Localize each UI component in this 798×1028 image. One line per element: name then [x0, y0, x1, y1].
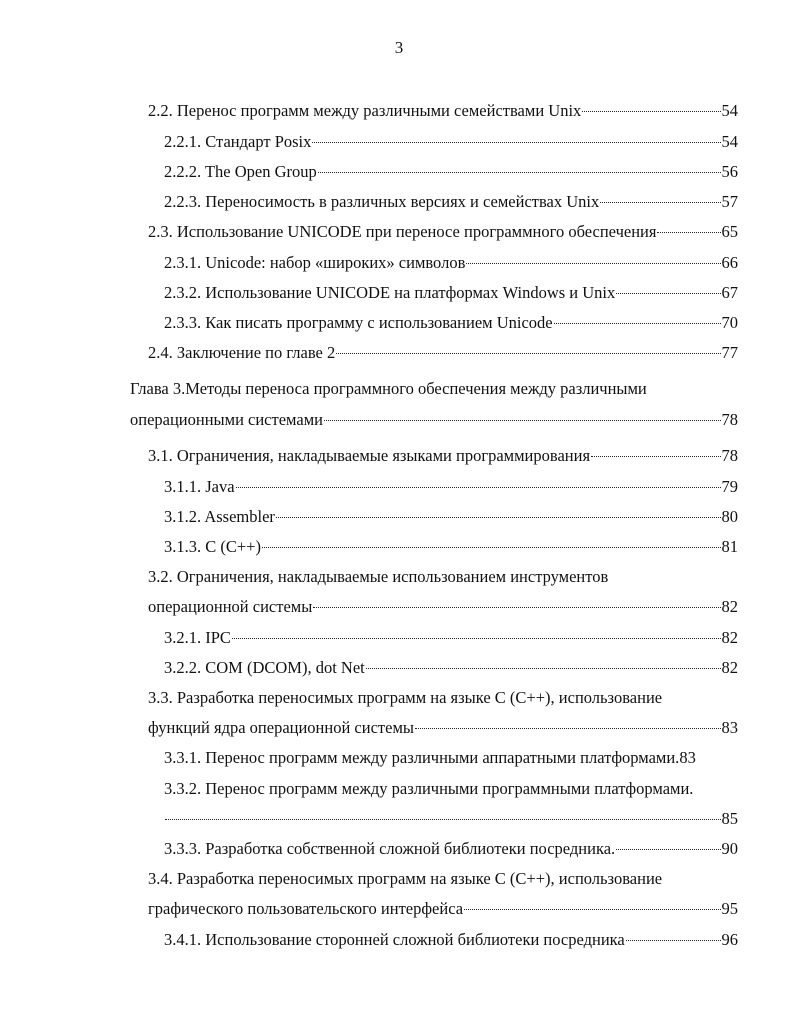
toc-chapter-3 [130, 408, 738, 432]
toc-entry-page: 54 [721, 132, 738, 151]
toc-entry-page: 56 [721, 162, 738, 181]
toc-entry-label: операционной системы [148, 597, 313, 616]
toc-entry-3-2-2 [164, 656, 738, 680]
dot-leader [262, 547, 721, 548]
toc-entry-page: 78 [721, 446, 738, 465]
toc-entry-label: 3.1.1. Java [164, 477, 235, 496]
toc-entry-label: 2.2.1. Стандарт Posix [164, 132, 312, 151]
toc-entry-label: 3.1. Ограничения, накладываемые языками программирования [148, 446, 591, 465]
toc-entry-label: 3.3.3. Разработка собственной сложной библиотеки посредника. [164, 839, 616, 858]
toc-entry-label: 2.3.1. Unicode: набор «широких» символов [164, 253, 466, 272]
toc-entry-page: 82 [721, 597, 738, 616]
toc-entry-3-1-3 [164, 535, 738, 559]
toc-entry-3-3-2 [164, 807, 738, 831]
toc-entry-page: 57 [721, 192, 738, 211]
dot-leader [415, 728, 721, 729]
toc-entry-label: Глава 3.Методы переноса программного обеспечения между различными [130, 379, 647, 398]
toc-entry-label: 2.2.3. Переносимость в различных версиях и семействах Unix [164, 192, 600, 211]
toc-entry-page: 82 [721, 658, 738, 677]
toc-entry-2-3-2 [164, 281, 738, 305]
toc-entry-2-2-1 [164, 130, 738, 154]
toc-entry-3-3-line1 [148, 686, 738, 710]
dot-leader [336, 353, 720, 354]
toc-entry-page: 82 [721, 628, 738, 647]
dot-leader [582, 111, 720, 112]
toc-entry-3-1-1 [164, 475, 738, 499]
toc-entry-page: 79 [721, 477, 738, 496]
toc-entry-label: графического пользовательского интерфейса [148, 899, 464, 918]
toc-entry-3-3-2-line1 [164, 777, 738, 801]
dot-leader [616, 293, 720, 294]
toc-entry-3-1-2 [164, 505, 738, 529]
dot-leader [626, 940, 721, 941]
dot-leader [276, 517, 721, 518]
toc-entry-page: 90 [721, 839, 738, 858]
toc-entry-3-2 [148, 595, 738, 619]
dot-leader [366, 668, 721, 669]
toc-entry-label: функций ядра операционной системы [148, 718, 414, 737]
toc-entry-page: 78 [721, 410, 738, 429]
toc-entry-label: 2.2.2. The Open Group [164, 162, 317, 181]
toc-entry-page: 67 [721, 283, 738, 302]
dot-leader [318, 172, 721, 173]
toc-entry-label: операционными системами [130, 410, 323, 429]
dot-leader [591, 456, 720, 457]
toc-entry-label: 2.3.3. Как писать программу с использованием Unicode [164, 313, 553, 332]
toc-entry-page: 81 [721, 537, 738, 556]
toc-entry-2-2 [148, 99, 738, 123]
toc-entry-3-4-1 [164, 928, 738, 952]
dot-leader [313, 607, 720, 608]
toc-entry-label: 3.2.2. COM (DCOM), dot Net [164, 658, 365, 677]
toc-entry-3-4 [148, 897, 738, 921]
dot-leader [236, 487, 721, 488]
toc-entry-3-2-1 [164, 626, 738, 650]
toc-entry-2-3 [148, 220, 738, 244]
toc-entry-label: 3.3.2. Перенос программ между различными программными платформами. [164, 779, 694, 798]
toc-entry-label: 3.4. Разработка переносимых программ на языке C (C++), использование [148, 869, 663, 888]
toc-entry-page: 83 [721, 718, 738, 737]
toc-entry-3-3 [148, 716, 738, 740]
dot-leader [657, 232, 720, 233]
toc-entry-page: 70 [721, 313, 738, 332]
toc-entry-label: 2.3.2. Использование UNICODE на платформах Windows и Unix [164, 283, 616, 302]
toc-entry-label: 2.3. Использование UNICODE при переносе программного обеспечения [148, 222, 657, 241]
dot-leader [464, 909, 720, 910]
toc-entry-label: 3.2.1. IPC [164, 628, 231, 647]
toc-entry-label: 3.4.1. Использование сторонней сложной библиотеки посредника [164, 930, 625, 949]
toc-entry-label: 2.4. Заключение по главе 2 [148, 343, 336, 362]
toc-entry-label: 3.2. Ограничения, накладываемые использованием инструментов [148, 567, 609, 586]
dot-leader [312, 142, 720, 143]
toc-entry-page: 77 [721, 343, 738, 362]
toc-entry-page: 96 [721, 930, 738, 949]
page-number: 3 [394, 38, 404, 57]
toc-entry-3-3-3 [164, 837, 738, 861]
toc-entry-page: 54 [721, 101, 738, 120]
toc-entry-label: 3.1.2. Assembler [164, 507, 275, 526]
toc-entry-label: 3.3.1. Перенос программ между различными аппаратными платформами. [164, 748, 680, 767]
toc-entry-page: 83 [679, 748, 696, 767]
dot-leader [165, 819, 721, 820]
toc-entry-2-3-1 [164, 251, 738, 275]
dot-leader [324, 420, 721, 421]
toc-entry-2-4 [148, 341, 738, 365]
dot-leader [616, 849, 720, 850]
dot-leader [466, 263, 720, 264]
toc-entry-3-2-line1 [148, 565, 738, 589]
toc-chapter-3-line1 [130, 377, 738, 401]
dot-leader [232, 638, 721, 639]
toc-entry-label: 3.3. Разработка переносимых программ на языке C (C++), использование [148, 688, 663, 707]
dot-leader [554, 323, 721, 324]
toc-entry-2-2-2 [164, 160, 738, 184]
toc-entry-page: 66 [721, 253, 738, 272]
toc-entry-2-2-3 [164, 190, 738, 214]
toc-entry-page: 80 [721, 507, 738, 526]
toc-entry-page: 85 [721, 809, 738, 828]
toc-entry-3-1 [148, 444, 738, 468]
toc-entry-page: 65 [721, 222, 738, 241]
toc-entry-3-4-line1 [148, 867, 738, 891]
toc-entry-2-3-3 [164, 311, 738, 335]
toc-entry-label: 2.2. Перенос программ между различными семействами Unix [148, 101, 582, 120]
toc-entry-label: 3.1.3. C (C++) [164, 537, 261, 556]
toc-entry-page: 95 [721, 899, 738, 918]
dot-leader [600, 202, 720, 203]
toc-entry-3-3-1 [164, 746, 738, 770]
